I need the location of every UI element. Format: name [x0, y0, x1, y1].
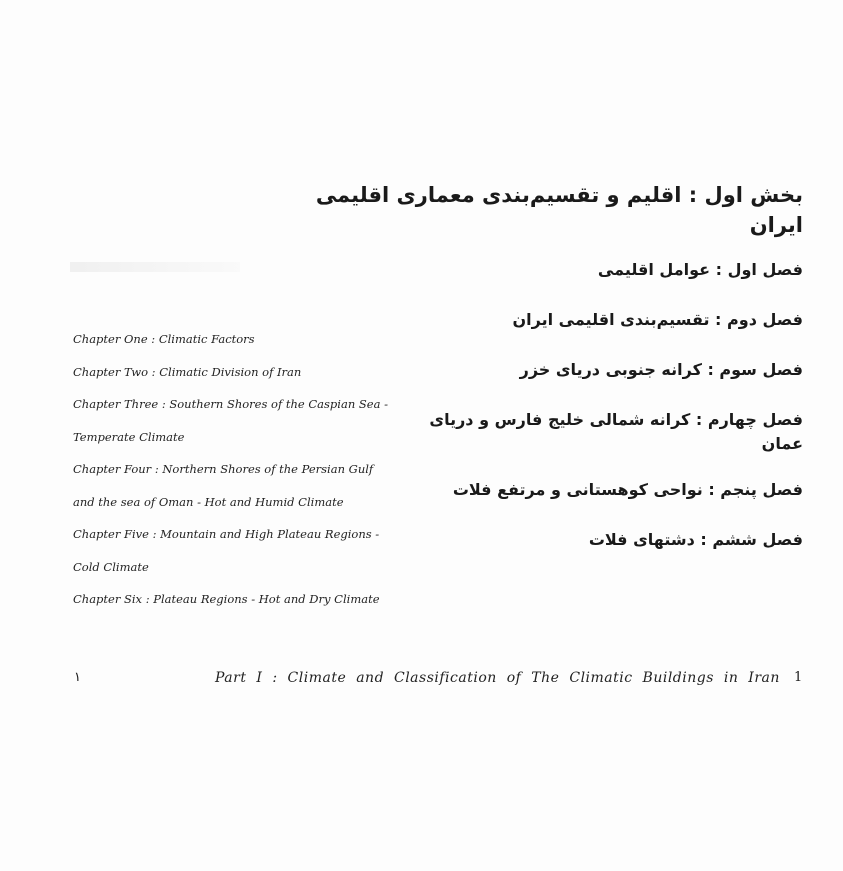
faint-scan-mark	[70, 262, 240, 272]
page-number-persian: ۱	[74, 670, 81, 685]
english-chapter-list	[73, 323, 388, 616]
page-number: 1	[794, 670, 803, 685]
persian-chapter-5: فصل پنجم : نواحی کوهستانی و مرتفع فلات	[452, 480, 803, 499]
part-title: بخش اول : اقلیم و تقسیم‌بندی معماری اقلیمی ایران	[315, 183, 803, 237]
english-chapter-line: Temperate Climate	[73, 429, 185, 444]
english-chapter-line: Chapter Four : Northern Shores of the Persian Gulf	[73, 462, 374, 476]
page-footer	[0, 670, 843, 694]
persian-chapter-4: فصل چهارم : کرانه شمالی خلیج فارس و دریای عمان	[429, 410, 803, 453]
english-chapter-line: Chapter Six : Plateau Regions - Hot and Dry Climate	[73, 592, 380, 606]
persian-chapter-6: فصل ششم : دشتهای فلات	[588, 530, 803, 549]
persian-chapter-list	[403, 258, 803, 578]
persian-chapter-3: فصل سوم : کرانه جنوبی دریای خزر	[519, 360, 803, 379]
english-chapter-line: Chapter Three : Southern Shores of the Caspian Sea -	[73, 397, 388, 411]
english-chapter-line: Chapter One : Climatic Factors	[73, 332, 255, 346]
english-chapter-line: Chapter Five : Mountain and High Plateau Regions -	[73, 527, 380, 541]
persian-chapter-2: فصل دوم : تقسیم‌بندی اقلیمی ایران	[512, 310, 803, 329]
english-chapter-line: Cold Climate	[73, 559, 149, 574]
persian-chapter-1: فصل اول : عوامل اقلیمی	[597, 260, 803, 279]
footer-title: Part I : Climate and Classification of The Climatic Buildings in Iran	[215, 670, 780, 686]
english-chapter-line: and the sea of Oman - Hot and Humid Climate	[73, 494, 344, 509]
english-chapter-line: Chapter Two : Climatic Division of Iran	[73, 364, 302, 379]
